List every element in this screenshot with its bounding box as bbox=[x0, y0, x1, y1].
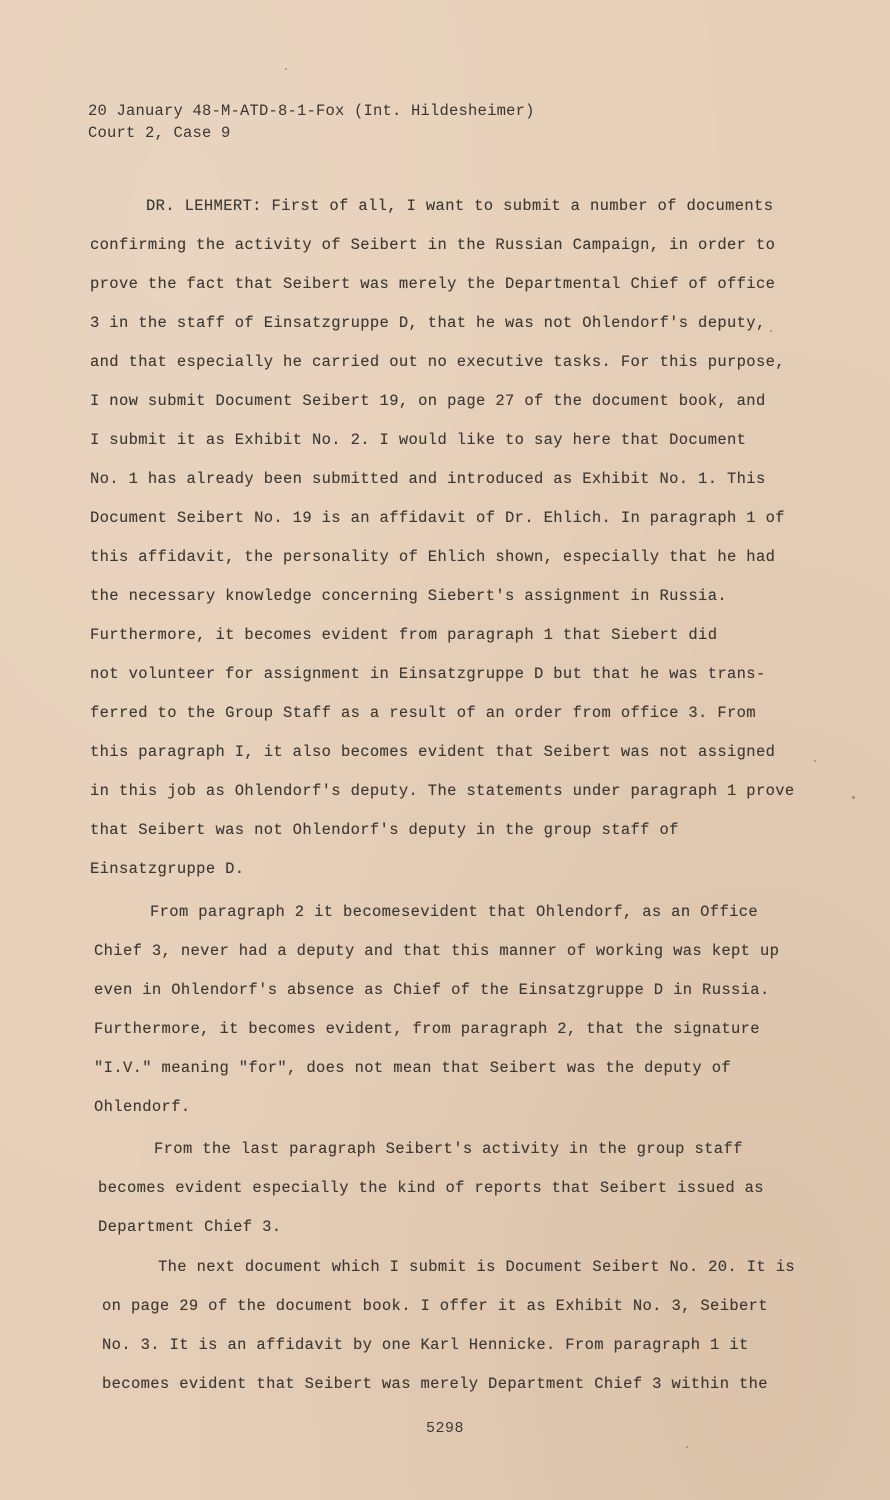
text-line: The next document which I submit is Document Seibert No. 20. It is bbox=[158, 1258, 795, 1276]
text-line: that Seibert was not Ohlendorf's deputy in the group staff of bbox=[90, 821, 679, 839]
text-line: on page 29 of the document book. I offer it as Exhibit No. 3, Seibert bbox=[102, 1297, 768, 1315]
text-line: 3 in the staff of Einsatzgruppe D, that he was not Ohlendorf's deputy, bbox=[90, 314, 766, 332]
paper-speck bbox=[770, 330, 772, 332]
paper-speck bbox=[686, 1446, 688, 1448]
text-line: DR. LEHMERT: First of all, I want to submit a number of documents bbox=[146, 197, 774, 215]
text-line: Furthermore, it becomes evident from paragraph 1 that Siebert did bbox=[90, 626, 718, 644]
text-line: this affidavit, the personality of Ehlich shown, especially that he had bbox=[90, 548, 776, 566]
text-line: From the last paragraph Seibert's activity in the group staff bbox=[154, 1140, 743, 1158]
text-line: and that especially he carried out no executive tasks. For this purpose, bbox=[90, 353, 785, 371]
text-line: Document Seibert No. 19 is an affidavit of Dr. Ehlich. In paragraph 1 of bbox=[90, 509, 785, 527]
text-line: "I.V." meaning "for", does not mean that Seibert was the deputy of bbox=[94, 1059, 731, 1077]
header-reference-line: 20 January 48-M-ATD-8-1-Fox (Int. Hildesheimer) bbox=[88, 102, 535, 120]
text-line: I submit it as Exhibit No. 2. I would like to say here that Document bbox=[90, 431, 747, 449]
text-line: Ohlendorf. bbox=[94, 1098, 191, 1116]
text-line: No. 1 has already been submitted and introduced as Exhibit No. 1. This bbox=[90, 470, 766, 488]
text-line: becomes evident especially the kind of reports that Seibert issued as bbox=[98, 1179, 764, 1197]
text-line: Department Chief 3. bbox=[98, 1218, 282, 1236]
text-line: From paragraph 2 it becomesevident that Ohlendorf, as an Office bbox=[150, 903, 759, 921]
text-line: prove the fact that Seibert was merely the Departmental Chief of office bbox=[90, 275, 776, 293]
text-line: confirming the activity of Seibert in the Russian Campaign, in order to bbox=[90, 236, 776, 254]
paper-speck bbox=[814, 760, 816, 762]
header-court-line: Court 2, Case 9 bbox=[88, 124, 231, 142]
text-line: even in Ohlendorf's absence as Chief of the Einsatzgruppe D in Russia. bbox=[94, 981, 770, 999]
text-line: No. 3. It is an affidavit by one Karl Hennicke. From paragraph 1 it bbox=[102, 1336, 749, 1354]
text-line: this paragraph I, it also becomes evident that Seibert was not assigned bbox=[90, 743, 776, 761]
page-number: 5298 bbox=[425, 1420, 464, 1437]
paper-speck bbox=[852, 796, 855, 799]
text-line: I now submit Document Seibert 19, on page 27 of the document book, and bbox=[90, 392, 766, 410]
text-line: becomes evident that Seibert was merely Department Chief 3 within the bbox=[102, 1375, 768, 1393]
text-line: ferred to the Group Staff as a result of an order from office 3. From bbox=[90, 704, 756, 722]
text-line: not volunteer for assignment in Einsatzgruppe D but that he was trans- bbox=[90, 665, 766, 683]
text-line: the necessary knowledge concerning Siebert's assignment in Russia. bbox=[90, 587, 727, 605]
text-line: Einsatzgruppe D. bbox=[90, 860, 245, 878]
text-line: Chief 3, never had a deputy and that this manner of working was kept up bbox=[94, 942, 780, 960]
paper-speck bbox=[285, 68, 287, 70]
text-line: Furthermore, it becomes evident, from paragraph 2, that the signature bbox=[94, 1020, 760, 1038]
text-line: in this job as Ohlendorf's deputy. The statements under paragraph 1 prove bbox=[90, 782, 795, 800]
